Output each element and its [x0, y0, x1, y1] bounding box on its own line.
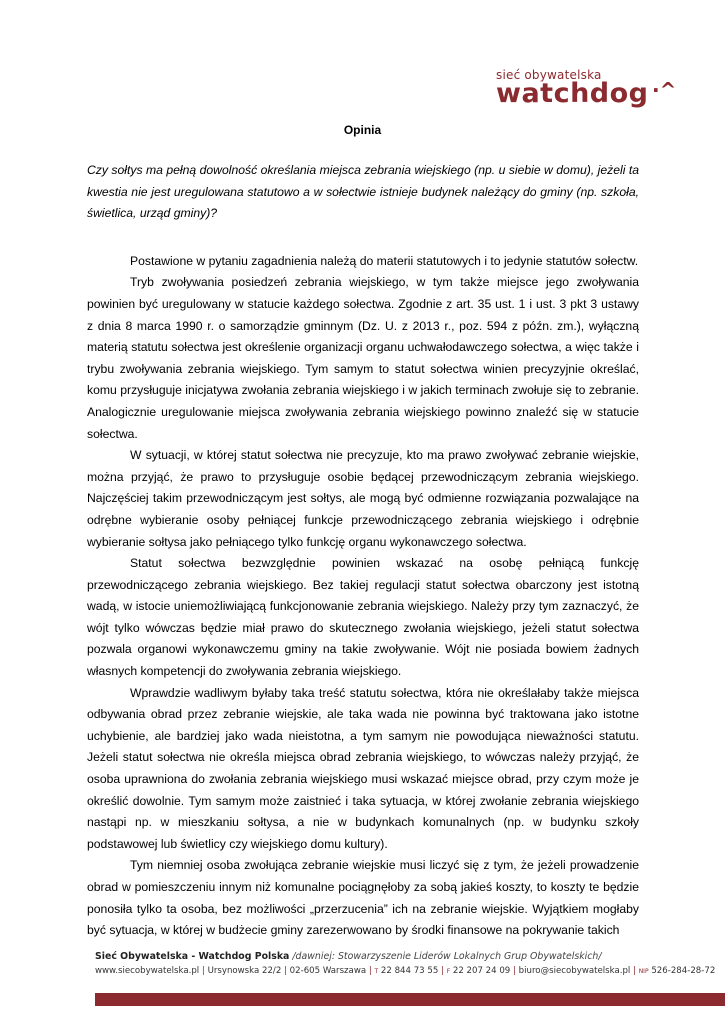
- footer-separator: |: [513, 966, 516, 976]
- footer-website: www.siecobywatelska.pl: [95, 966, 200, 976]
- footer-organization: [95, 951, 602, 962]
- footer-org-name: Sieć Obywatelska - Watchdog Polska: [95, 951, 290, 962]
- footer-city: 02-605 Warszawa: [289, 966, 367, 976]
- logo-name: watchdog: [496, 78, 649, 109]
- watchdog-logo: [496, 68, 676, 118]
- footer-phone: 22 844 73 55: [380, 966, 439, 976]
- footer-phone-label: T: [374, 968, 379, 975]
- footer-contact: [95, 966, 715, 976]
- footer-fax-label: F: [446, 968, 451, 975]
- document-body: [87, 160, 639, 942]
- logo-mark-icon: ·^: [652, 78, 677, 102]
- footer-nip: 526-284-28-72: [651, 966, 716, 976]
- question-text: Czy sołtys ma pełną dowolność określania miejsca zebrania wiejskiego (np. u siebie w domu), jeżeli ta kwestia nie jest uregulowana statutowo a w sołectwie istnieje budynek należący do gminy (np. szkoła, świetlica, urząd gminy)?: [87, 163, 639, 221]
- footer-separator: |: [284, 966, 287, 976]
- footer-separator: |: [441, 966, 444, 976]
- paragraph-5: Wprawdzie wadliwym byłaby taka treść statutu sołectwa, która nie określałaby także miejsca odbywania obrad przez zebranie wiejskie, ale taka wada nie powinna być traktowana jako istotne uchybienie, ale bardziej jako wada nieistotna, a tym samym nie powodująca nieważności statutu. Jeżeli statut sołectwa nie określa miejsca obrad zebrania wiejskiego, to wówczas należy przyjąć, że osoba uprawniona do zwołania zebrania wiejskiego musi wskazać miejsce obrad, przy czym może je określić dowolnie. Tym samym może zaistnieć i taka sytuacja, w której zwołanie zebrania wiejskiego nastąpi np. w mieszkaniu sołtysa, a nie w budynkach komunalnych (np. w budynku szkoły podstawowej lub świetlicy czy wiejskiego domu kultury).: [87, 685, 639, 851]
- logo-subtitle: sieć obywatelska: [496, 68, 602, 82]
- footer-separator: |: [368, 966, 372, 976]
- footer-former-name: /dawniej: Stowarzyszenie Liderów Lokalnych Grup Obywatelskich/: [292, 951, 602, 962]
- paragraph-3: W sytuacji, w której statut sołectwa nie precyzuje, kto ma prawo zwoływać zebranie wiejskie, można przyjąć, że prawo to przysługuje osobie będącej przewodniczącym zebrania wiejskiego. Najczęściej takim przewodniczącym jest sołtys, ale mogą być odmienne rozwiązania pozwalające na odrębne wybieranie osoby pełniącej funkcje przewodniczącego zebrania wiejskiego i odrębnie wybieranie sołtysa jako pełniącego tylko funkcję organu wykonawczego sołectwa.: [87, 448, 639, 549]
- footer-fax: 22 207 24 09: [452, 966, 511, 976]
- footer-address: Ursynowska 22/2: [207, 966, 282, 976]
- footer-nip-label: NIP: [638, 968, 649, 975]
- paragraph-2: Tryb zwoływania posiedzeń zebrania wiejskiego, w tym także miejsce jego zwoływania powinien być uregulowany w statucie każdego sołectwa. Zgodnie z art. 35 ust. 1 i ust. 3 pkt 3 ustawy z dnia 8 marca 1990 r. o samorządzie gminnym (Dz. U. z 2013 r., poz. 594 z późn. zm.), wyłączną materią statutu sołectwa jest określenie organizacji organu uchwałodawczego sołectwa, a więc także i trybu zwoływania zebrania wiejskiego. Tym samym to statut sołectwa winien precyzyjnie określać, komu przysługuje inicjatywa zwołania zebrania wiejskiego i w jakich terminach zwołuje się to zebranie. Analogicznie uregulowanie miejsca zwoływania zebrania wiejskiego powinno znaleźć się w statucie sołectwa.: [87, 275, 639, 441]
- footer-separator: |: [633, 966, 636, 976]
- footer-bar: [95, 993, 725, 1006]
- paragraph-1: Postawione w pytaniu zagadnienia należą do materii statutowych i to jedynie statutów sołectw.: [130, 253, 639, 268]
- paragraph-6: Tym niemniej osoba zwołująca zebranie wiejskie musi liczyć się z tym, że jeżeli prowadzenie obrad w pomieszczeniu innym niż komunalne pociągnęłoby za sobą jakieś koszty, to koszty te będzie ponosiła tylko ta osoba, bez możliwości „przerzucenia” ich na zebranie wiejskie. Wyjątkiem mogłaby być sytuacja, w której w budżecie gminy zarezerwowano by środki finansowe na pokrywanie takich: [87, 858, 639, 938]
- footer-separator: |: [201, 966, 205, 976]
- footer-email: biuro@siecobywatelska.pl: [518, 966, 631, 976]
- document-title: Opinia: [343, 123, 382, 137]
- paragraph-4: Statut sołectwa bezwzględnie powinien wskazać na osobę pełniącą funkcję przewodniczącego zebrania wiejskiego. Bez takiej regulacji statut sołectwa obarczony jest istotną wadą, w istocie uniemożliwiającą funkcjonowanie zebrania wiejskiego. Należy przy tym zaznaczyć, że wójt tylko wówczas będzie miał prawo do skutecznego zwołania wiejskiego, jeżeli statut sołectwa pozwala organowi wykonawczemu gminy na takie zwoływanie. Wójt nie posiada bowiem żadnych własnych kompetencji do zwoływania zebrania wiejskiego.: [87, 556, 639, 679]
